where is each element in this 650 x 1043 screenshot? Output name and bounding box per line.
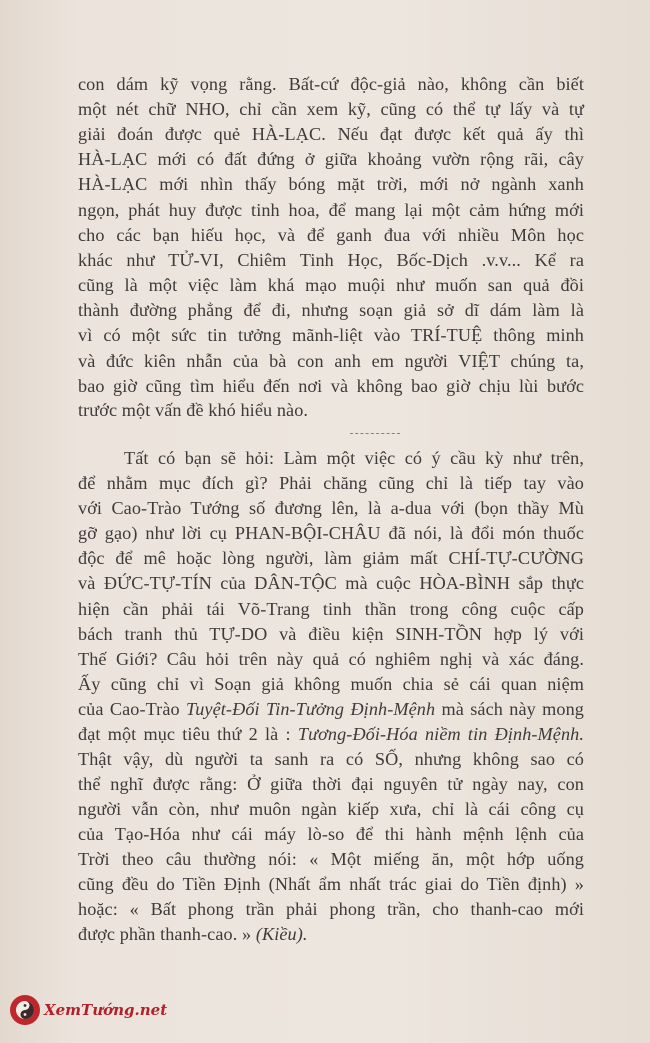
text-span: đạt một mục tiêu thứ 2 là : xyxy=(78,724,291,744)
text-line: HÀ-LẠC mới nhìn thấy bóng mặt trời, mới nở ngành xanh xyxy=(78,174,584,194)
section-divider xyxy=(350,433,400,436)
text-line: con dám kỹ vọng rằng. Bất-cứ độc-giả nào, không cần biết xyxy=(78,74,584,94)
yin-yang-icon xyxy=(10,995,40,1025)
watermark-logo xyxy=(10,990,190,1030)
text-line: ngọn, phát huy được tinh hoa, để mang lại một cảm hứng mới xyxy=(78,200,584,220)
text-line: với Cao-Trào Tướng số đương lên, là a-dua với (bọn thầy Mù xyxy=(78,498,584,518)
text-line xyxy=(78,922,584,946)
text-line: Tất có bạn sẽ hỏi: Làm một việc có ý cầu kỳ như trên, xyxy=(124,448,584,468)
text-line: gỡ gạo) như lời cụ PHAN-BỘI-CHÂU đã nói, là đổi món thuốc xyxy=(78,523,584,543)
text-line: hiện cần phải tái Võ-Trang tinh thần trong công cuộc cấp xyxy=(78,599,584,619)
text-line: Thật vậy, dù người ta sanh ra có SỐ, nhưng không sao có xyxy=(78,749,584,769)
text-line: để nhằm mục đích gì? Phải chăng cũng chỉ là tiếp tay vào xyxy=(78,473,584,493)
text-span: được phần thanh-cao. » xyxy=(78,924,252,944)
text-line: và ĐỨC-TỰ-TÍN của DÂN-TỘC mà cuộc HÒA-BÌNH sắp thực xyxy=(78,573,584,593)
italic-phrase: (Kiều). xyxy=(255,924,308,944)
text-line: vì có một sức tin tưởng mãnh-liệt vào TRÍ-TUỆ thông minh xyxy=(78,325,584,345)
text-line: thể nghĩ được rằng: Ở giữa thời đại nguyên tử ngày nay, con xyxy=(78,774,584,794)
text-line xyxy=(78,722,584,746)
text-line: khác như TỬ-VI, Chiêm Tinh Học, Bốc-Dịch .v.v... Kể ra xyxy=(78,250,584,270)
italic-phrase: Tương-Đối-Hóa niềm tin Định-Mệnh. xyxy=(297,724,584,744)
text-span: của Cao-Trào xyxy=(78,699,180,719)
text-line: cũng đều do Tiền Định (Nhất ẩm nhất trác giai do Tiền định) » xyxy=(78,874,584,894)
text-line: và đức kiên nhẫn của bà con anh em người VIỆT chúng ta, xyxy=(78,351,584,371)
text-line: của Tạo-Hóa như cái máy lò-so để thi hành mệnh lệnh của xyxy=(78,824,584,844)
text-line xyxy=(78,697,584,721)
text-span: mà sách này mong xyxy=(441,699,584,719)
text-line: cho các bạn hiếu học, và để ganh đua với nhiều Môn học xyxy=(78,225,584,245)
text-line: bao giờ cũng tìm hiểu đến nơi và không bao giờ chịu lùi bước xyxy=(78,376,584,396)
text-line: một nét chữ NHO, chỉ cần xem kỹ, cũng có thể tự lấy và tự xyxy=(78,99,584,119)
text-line: cũng là một việc làm khá mạo muội như muốn san quả đồi xyxy=(78,275,584,295)
text-line: thành đường phẳng để đi, nhưng soạn giả sở dĩ dám làm là xyxy=(78,300,584,320)
text-line: trước một vấn đề khó hiểu nào. xyxy=(78,400,309,420)
text-line: người vẫn còn, như muôn ngàn kiếp xưa, chỉ là cái công cụ xyxy=(78,799,584,819)
text-line: HÀ-LẠC mới có đất đứng ở giữa khoảng vườn rộng rãi, cây xyxy=(78,149,584,169)
text-line: Ấy cũng chỉ vì Soạn giả không muốn chia sẻ cái quan niệm xyxy=(78,674,584,694)
text-line: độc để mê hoặc lòng người, làm giảm mất CHÍ-TỰ-CƯỜNG xyxy=(78,548,584,568)
text-line: bách tranh thủ TỰ-DO và điều kiện SINH-TỒN hợp lý với xyxy=(78,624,584,644)
watermark-text: XemTướng.net xyxy=(44,1001,168,1019)
text-line: Trời theo câu thường nói: « Một miếng ăn, một hớp uống xyxy=(78,849,584,869)
text-line: Thế Giới? Câu hỏi trên này quả có nghiêm nghị và xác đáng. xyxy=(78,649,584,669)
text-line: giải đoán được quẻ HÀ-LẠC. Nếu đạt được kết quả ấy thì xyxy=(78,124,584,144)
italic-phrase: Tuyệt-Đối Tin-Tưởng Định-Mệnh xyxy=(186,699,436,719)
text-line: hoặc: « Bất phong trần phải phong trần, cho thanh-cao mới xyxy=(78,899,584,919)
